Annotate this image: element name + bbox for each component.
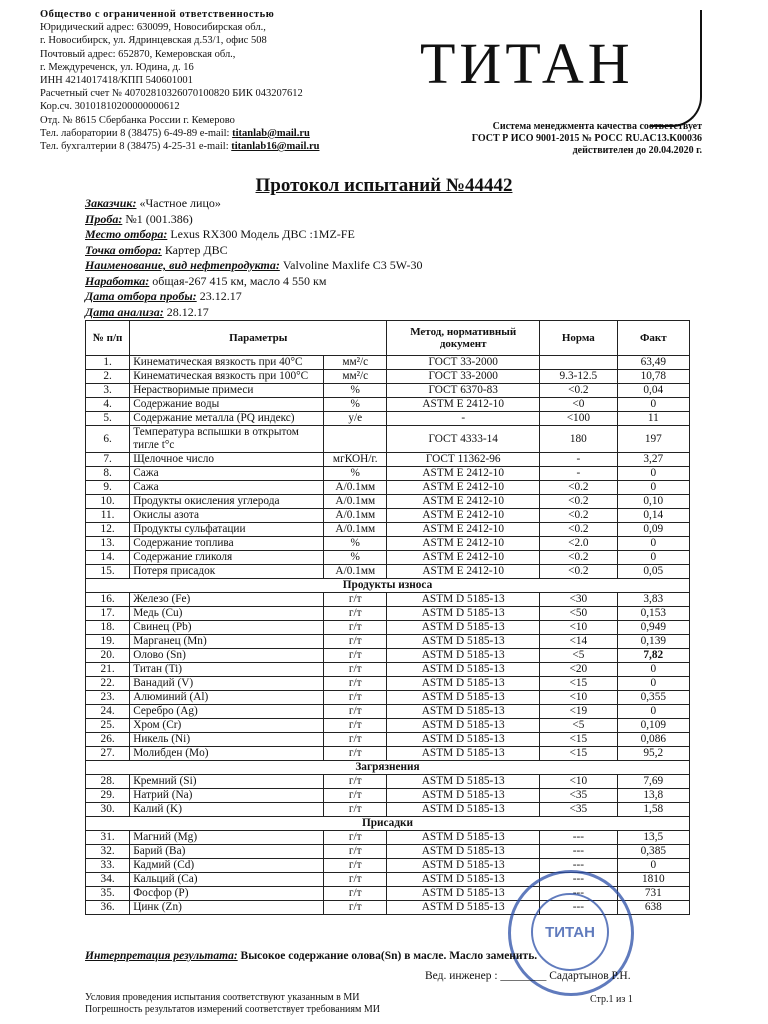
row-parameter: Цинк (Zn) — [130, 901, 324, 915]
table-row — [86, 831, 690, 845]
row-norm: <0.2 — [540, 523, 617, 537]
row-norm: <35 — [540, 789, 617, 803]
row-norm: <0.2 — [540, 481, 617, 495]
row-fact: 0 — [617, 467, 689, 481]
row-fact: 0,05 — [617, 565, 689, 579]
row-unit: мм²/с — [324, 356, 387, 370]
section-row — [86, 817, 690, 831]
row-method: ASTM D 5185-13 — [387, 733, 540, 747]
row-unit: % — [324, 384, 387, 398]
row-norm: <15 — [540, 747, 617, 761]
col-header-number: № п/п — [86, 321, 130, 356]
row-unit: г/т — [324, 873, 387, 887]
row-parameter: Содержание воды — [130, 398, 324, 412]
row-method: ASTM D 5185-13 — [387, 593, 540, 607]
row-norm: --- — [540, 887, 617, 901]
info-row: Наименование, вид нефтепродукта: Valvoline Maxlife C3 5W-30 — [85, 258, 423, 272]
row-parameter: Продукты сульфатации — [130, 523, 324, 537]
row-method: ASTM E 2412-10 — [387, 467, 540, 481]
row-number: 3. — [86, 384, 130, 398]
row-method: ASTM D 5185-13 — [387, 677, 540, 691]
table-row — [86, 467, 690, 481]
row-fact: 3,27 — [617, 453, 689, 467]
row-number: 21. — [86, 663, 130, 677]
row-fact: 0,949 — [617, 621, 689, 635]
row-unit: мм²/с — [324, 370, 387, 384]
table-header-row — [86, 321, 690, 356]
table-row — [86, 412, 690, 426]
row-parameter: Продукты окисления углерода — [130, 495, 324, 509]
row-fact: 0,09 — [617, 523, 689, 537]
row-norm: --- — [540, 845, 617, 859]
row-parameter: Щелочное число — [130, 453, 324, 467]
table-row — [86, 649, 690, 663]
row-fact: 7,82 — [617, 649, 689, 663]
results-table — [85, 320, 690, 915]
row-unit: г/т — [324, 663, 387, 677]
row-norm: <14 — [540, 635, 617, 649]
row-unit: г/т — [324, 621, 387, 635]
row-fact: 0 — [617, 398, 689, 412]
row-norm: --- — [540, 859, 617, 873]
row-method: ГОСТ 33-2000 — [387, 356, 540, 370]
stamp-center: ТИТАН — [531, 893, 609, 971]
table-row — [86, 426, 690, 453]
row-parameter: Содержание гликоля — [130, 551, 324, 565]
interpretation-label: Интерпретация результата: — [85, 950, 238, 962]
company-line: ИНН 4214017418/КПП 540601001 — [40, 75, 193, 87]
row-method: ASTM E 2412-10 — [387, 495, 540, 509]
row-parameter: Калий (K) — [130, 803, 324, 817]
row-fact: 0,086 — [617, 733, 689, 747]
row-method: ASTM E 2412-10 — [387, 398, 540, 412]
table-row — [86, 705, 690, 719]
table-row — [86, 495, 690, 509]
row-unit: А/0.1мм — [324, 565, 387, 579]
table-row — [86, 509, 690, 523]
row-fact: 0,355 — [617, 691, 689, 705]
row-unit: г/т — [324, 789, 387, 803]
row-method: ГОСТ 6370-83 — [387, 384, 540, 398]
table-row — [86, 398, 690, 412]
table-row — [86, 747, 690, 761]
row-parameter: Содержание топлива — [130, 537, 324, 551]
row-method: ГОСТ 4333-14 — [387, 426, 540, 453]
row-method: ASTM D 5185-13 — [387, 635, 540, 649]
info-row: Заказчик: «Частное лицо» — [85, 196, 221, 210]
row-norm: --- — [540, 831, 617, 845]
sample-info — [85, 196, 422, 320]
row-norm: - — [540, 453, 617, 467]
page-number: Стр.1 из 1 — [590, 994, 633, 1005]
info-row: Проба: №1 (001.386) — [85, 211, 193, 226]
row-norm: <0.2 — [540, 565, 617, 579]
row-number: 24. — [86, 705, 130, 719]
row-parameter: Медь (Cu) — [130, 607, 324, 621]
row-fact: 63,49 — [617, 356, 689, 370]
row-method: ГОСТ 33-2000 — [387, 370, 540, 384]
row-number: 9. — [86, 481, 130, 495]
row-fact: 0 — [617, 537, 689, 551]
row-parameter: Фосфор (P) — [130, 887, 324, 901]
table-row — [86, 803, 690, 817]
row-unit: А/0.1мм — [324, 509, 387, 523]
row-method: ASTM E 2412-10 — [387, 509, 540, 523]
info-row: Точка отбора: Картер ДВС — [85, 242, 228, 257]
row-method: ASTM D 5185-13 — [387, 803, 540, 817]
row-fact: 13,5 — [617, 831, 689, 845]
row-number: 30. — [86, 803, 130, 817]
row-number: 14. — [86, 551, 130, 565]
company-line: Расчетный счет № 40702810326070100820 БИК 043207612 — [40, 88, 303, 100]
row-method: ASTM D 5185-13 — [387, 691, 540, 705]
row-parameter: Хром (Cr) — [130, 719, 324, 733]
row-fact: 0,385 — [617, 845, 689, 859]
engineer-signature: Вед. инженер : ________ Садартынов Р.Н. — [425, 970, 631, 982]
table-row — [86, 677, 690, 691]
row-number: 29. — [86, 789, 130, 803]
lab-contact: Тел. лаборатории 8 (38475) 6-49-89 e-mail: titanlab@mail.ru — [40, 127, 310, 139]
row-unit: А/0.1мм — [324, 495, 387, 509]
table-row — [86, 537, 690, 551]
table-row — [86, 845, 690, 859]
row-unit: г/т — [324, 775, 387, 789]
section-title: Загрязнения — [86, 761, 690, 775]
row-unit: г/т — [324, 733, 387, 747]
col-header-fact: Факт — [617, 321, 689, 356]
row-unit: г/т — [324, 607, 387, 621]
row-norm: <35 — [540, 803, 617, 817]
row-parameter: Кадмий (Cd) — [130, 859, 324, 873]
row-norm: <0.2 — [540, 509, 617, 523]
row-norm: - — [540, 467, 617, 481]
row-method: ASTM D 5185-13 — [387, 859, 540, 873]
row-fact: 0,109 — [617, 719, 689, 733]
row-fact: 0,04 — [617, 384, 689, 398]
company-line: Юридический адрес: 630099, Новосибирская обл., — [40, 22, 266, 34]
row-norm: <19 — [540, 705, 617, 719]
row-parameter: Кинематическая вязкость при 100°C — [130, 370, 324, 384]
row-norm: <10 — [540, 691, 617, 705]
row-unit: г/т — [324, 635, 387, 649]
row-parameter: Марганец (Mn) — [130, 635, 324, 649]
row-norm: <10 — [540, 621, 617, 635]
accounting-email-link[interactable]: titanlab16@mail.ru — [231, 141, 320, 153]
row-method: - — [387, 412, 540, 426]
row-parameter: Олово (Sn) — [130, 649, 324, 663]
certification-note: Система менеджмента качества соответствует ГОСТ Р ИСО 9001-2015 № РОСС RU.AC13.K00036 действителен до 20.04.2020 г. — [471, 121, 702, 156]
row-norm: 180 — [540, 426, 617, 453]
row-number: 28. — [86, 775, 130, 789]
row-parameter: Никель (Ni) — [130, 733, 324, 747]
row-unit: г/т — [324, 887, 387, 901]
row-parameter: Алюминий (Al) — [130, 691, 324, 705]
company-name: Общество с ограниченной ответственностью — [40, 9, 275, 20]
row-norm: --- — [540, 901, 617, 915]
row-parameter: Серебро (Ag) — [130, 705, 324, 719]
row-parameter: Титан (Ti) — [130, 663, 324, 677]
table-row — [86, 481, 690, 495]
row-number: 27. — [86, 747, 130, 761]
row-number: 26. — [86, 733, 130, 747]
row-number: 35. — [86, 887, 130, 901]
row-norm: <15 — [540, 733, 617, 747]
row-unit: г/т — [324, 691, 387, 705]
row-number: 18. — [86, 621, 130, 635]
row-number: 6. — [86, 426, 130, 453]
row-fact: 0,139 — [617, 635, 689, 649]
row-method: ASTM D 5185-13 — [387, 789, 540, 803]
company-line: г. Междуреченск, ул. Юдина, д. 16 — [40, 61, 194, 73]
row-parameter: Магний (Mg) — [130, 831, 324, 845]
row-number: 25. — [86, 719, 130, 733]
footer-notes: Условия проведения испытания соответствуют указанным в МИ Погрешность результатов измерений соответствует требованиям МИ — [85, 992, 380, 1015]
row-norm: <2.0 — [540, 537, 617, 551]
row-number: 36. — [86, 901, 130, 915]
row-parameter: Железо (Fe) — [130, 593, 324, 607]
row-unit: г/т — [324, 831, 387, 845]
company-line: Отд. № 8615 Сбербанка России г. Кемерово — [40, 114, 235, 126]
row-number: 33. — [86, 859, 130, 873]
row-unit: % — [324, 398, 387, 412]
row-fact: 0,10 — [617, 495, 689, 509]
row-fact: 0 — [617, 677, 689, 691]
table-row — [86, 859, 690, 873]
info-row: Место отбора: Lexus RX300 Модель ДВС :1MZ-FE — [85, 227, 355, 241]
table-row — [86, 523, 690, 537]
row-norm: <30 — [540, 593, 617, 607]
row-fact: 0,153 — [617, 607, 689, 621]
row-number: 13. — [86, 537, 130, 551]
row-norm — [540, 356, 617, 370]
row-fact: 1,58 — [617, 803, 689, 817]
row-fact: 0 — [617, 859, 689, 873]
row-norm: <20 — [540, 663, 617, 677]
company-line: Почтовый адрес: 652870, Кемеровская обл., — [40, 48, 236, 60]
company-line: г. Новосибирск, ул. Ядринцевская д.53/1, офис 508 — [40, 35, 267, 47]
row-unit: мгКОН/г. — [324, 453, 387, 467]
accounting-contact: Тел. бухгалтерии 8 (38475) 4-25-31 e-mail: titanlab16@mail.ru — [40, 141, 320, 153]
row-parameter: Содержание металла (PQ индекс) — [130, 412, 324, 426]
row-norm: <0.2 — [540, 551, 617, 565]
table-row — [86, 384, 690, 398]
section-row — [86, 761, 690, 775]
row-method: ASTM D 5185-13 — [387, 705, 540, 719]
row-parameter: Натрий (Na) — [130, 789, 324, 803]
table-row — [86, 356, 690, 370]
row-number: 17. — [86, 607, 130, 621]
row-number: 10. — [86, 495, 130, 509]
row-number: 1. — [86, 356, 130, 370]
interpretation — [85, 950, 705, 962]
row-number: 31. — [86, 831, 130, 845]
row-norm: <0 — [540, 398, 617, 412]
row-fact: 13,8 — [617, 789, 689, 803]
row-method: ГОСТ 11362-96 — [387, 453, 540, 467]
row-method: ASTM D 5185-13 — [387, 887, 540, 901]
row-number: 19. — [86, 635, 130, 649]
row-method: ASTM D 5185-13 — [387, 621, 540, 635]
table-row — [86, 565, 690, 579]
row-unit: г/т — [324, 705, 387, 719]
table-row — [86, 635, 690, 649]
row-parameter: Кремний (Si) — [130, 775, 324, 789]
row-fact: 197 — [617, 426, 689, 453]
row-unit: % — [324, 537, 387, 551]
row-method: ASTM D 5185-13 — [387, 775, 540, 789]
row-fact: 95,2 — [617, 747, 689, 761]
table-row — [86, 621, 690, 635]
col-header-parameters: Параметры — [130, 321, 387, 356]
row-unit: г/т — [324, 747, 387, 761]
row-method: ASTM D 5185-13 — [387, 873, 540, 887]
row-norm: <50 — [540, 607, 617, 621]
row-unit: г/т — [324, 859, 387, 873]
row-number: 15. — [86, 565, 130, 579]
row-norm: <100 — [540, 412, 617, 426]
table-row — [86, 719, 690, 733]
row-fact: 3,83 — [617, 593, 689, 607]
table-row — [86, 789, 690, 803]
row-unit: г/т — [324, 901, 387, 915]
row-method: ASTM D 5185-13 — [387, 831, 540, 845]
section-row — [86, 579, 690, 593]
table-row — [86, 551, 690, 565]
section-title: Присадки — [86, 817, 690, 831]
row-unit — [324, 426, 387, 453]
interpretation-text: Высокое содержание олова(Sn) в масле. Масло заменить. — [240, 950, 538, 962]
row-method: ASTM D 5185-13 — [387, 649, 540, 663]
row-norm: <5 — [540, 719, 617, 733]
row-method: ASTM D 5185-13 — [387, 845, 540, 859]
row-parameter: Кинематическая вязкость при 40°C — [130, 356, 324, 370]
row-norm: 9.3-12.5 — [540, 370, 617, 384]
row-unit: г/т — [324, 593, 387, 607]
row-number: 11. — [86, 509, 130, 523]
row-parameter: Окислы азота — [130, 509, 324, 523]
row-unit: % — [324, 551, 387, 565]
row-number: 8. — [86, 467, 130, 481]
row-norm: <15 — [540, 677, 617, 691]
row-fact: 0 — [617, 481, 689, 495]
info-row: Дата отбора пробы: 23.12.17 — [85, 289, 242, 303]
row-parameter: Ванадий (V) — [130, 677, 324, 691]
row-method: ASTM D 5185-13 — [387, 901, 540, 915]
row-unit: % — [324, 467, 387, 481]
row-fact: 1810 — [617, 873, 689, 887]
row-unit: г/т — [324, 719, 387, 733]
row-norm: <5 — [540, 649, 617, 663]
row-parameter: Свинец (Pb) — [130, 621, 324, 635]
row-number: 34. — [86, 873, 130, 887]
titan-logo: ТИТАН — [420, 31, 634, 96]
row-number: 20. — [86, 649, 130, 663]
row-unit: г/т — [324, 677, 387, 691]
row-number: 4. — [86, 398, 130, 412]
row-method: ASTM E 2412-10 — [387, 523, 540, 537]
row-number: 22. — [86, 677, 130, 691]
row-norm: <10 — [540, 775, 617, 789]
row-fact: 0 — [617, 663, 689, 677]
row-fact: 638 — [617, 901, 689, 915]
table-row — [86, 775, 690, 789]
row-norm: --- — [540, 873, 617, 887]
row-number: 12. — [86, 523, 130, 537]
row-unit: г/т — [324, 649, 387, 663]
row-method: ASTM D 5185-13 — [387, 663, 540, 677]
row-fact: 0,14 — [617, 509, 689, 523]
row-number: 16. — [86, 593, 130, 607]
row-unit: г/т — [324, 803, 387, 817]
company-header — [40, 8, 380, 153]
row-parameter: Сажа — [130, 481, 324, 495]
table-row — [86, 453, 690, 467]
row-method: ASTM E 2412-10 — [387, 481, 540, 495]
row-fact: 0 — [617, 705, 689, 719]
row-parameter: Потеря присадок — [130, 565, 324, 579]
row-parameter: Молибден (Mo) — [130, 747, 324, 761]
col-header-method: Метод, нормативный документ — [387, 321, 540, 356]
protocol-title: Протокол испытаний №44442 — [255, 175, 513, 196]
row-norm: <0.2 — [540, 495, 617, 509]
company-line: Кор.сч. 30101810200000000612 — [40, 101, 180, 113]
row-number: 2. — [86, 370, 130, 384]
lab-email-link[interactable]: titanlab@mail.ru — [232, 127, 310, 139]
row-number: 7. — [86, 453, 130, 467]
row-fact: 0 — [617, 551, 689, 565]
logo-arc-decoration — [650, 10, 702, 127]
row-unit: А/0.1мм — [324, 523, 387, 537]
row-method: ASTM D 5185-13 — [387, 747, 540, 761]
row-fact: 11 — [617, 412, 689, 426]
row-number: 32. — [86, 845, 130, 859]
row-method: ASTM E 2412-10 — [387, 537, 540, 551]
col-header-norm: Норма — [540, 321, 617, 356]
row-unit: у/е — [324, 412, 387, 426]
row-parameter: Температура вспышки в открытом тигле t°c — [130, 426, 324, 453]
row-fact: 10,78 — [617, 370, 689, 384]
row-number: 5. — [86, 412, 130, 426]
row-method: ASTM D 5185-13 — [387, 607, 540, 621]
row-fact: 7,69 — [617, 775, 689, 789]
row-number: 23. — [86, 691, 130, 705]
section-title: Продукты износа — [86, 579, 690, 593]
row-fact: 731 — [617, 887, 689, 901]
row-unit: А/0.1мм — [324, 481, 387, 495]
table-row — [86, 607, 690, 621]
row-method: ASTM E 2412-10 — [387, 551, 540, 565]
row-method: ASTM E 2412-10 — [387, 565, 540, 579]
info-row: Дата анализа: 28.12.17 — [85, 304, 209, 319]
row-norm: <0.2 — [540, 384, 617, 398]
table-row — [86, 691, 690, 705]
table-row — [86, 663, 690, 677]
row-parameter: Сажа — [130, 467, 324, 481]
row-parameter: Нерастворимые примеси — [130, 384, 324, 398]
row-method: ASTM D 5185-13 — [387, 719, 540, 733]
row-parameter: Кальций (Ca) — [130, 873, 324, 887]
row-unit: г/т — [324, 845, 387, 859]
row-parameter: Барий (Ba) — [130, 845, 324, 859]
table-row — [86, 593, 690, 607]
info-row: Наработка: общая-267 415 км, масло 4 550 км — [85, 273, 327, 288]
table-row — [86, 733, 690, 747]
table-row — [86, 370, 690, 384]
table-body — [86, 356, 690, 915]
